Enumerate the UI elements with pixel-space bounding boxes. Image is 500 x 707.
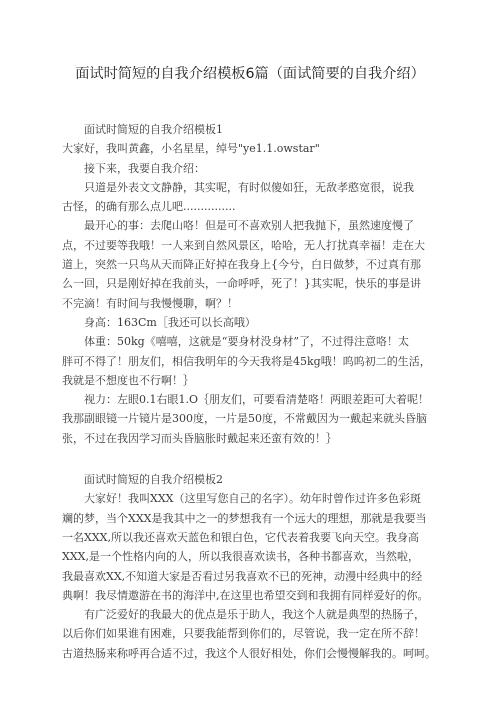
paragraph-line: XXX,是一个性格内向的人，所以我很喜欢读书，各种书都喜欢，当然啦， bbox=[62, 550, 419, 564]
paragraph-line: 视力：左眼0.1右眼1.O｛朋友们，可要看清楚咯！两眼差距可大着呢！ bbox=[84, 393, 430, 407]
paragraph-line: 点，不过要等我哦！一人来到自然风景区，哈哈，无人打扰真幸福！走在大 bbox=[62, 238, 425, 252]
section-heading: 面试时简短的自我介绍模板1 bbox=[84, 123, 223, 136]
paragraph-line: 胖可不得了！朋友们，相信我明年的今天我将是45kg哦！呜呜初二的生活， bbox=[62, 354, 431, 368]
paragraph-line: 典啊！我尽情遨游在书的海洋中,在这里也希望交到和我拥有同样爱好的你。 bbox=[62, 588, 429, 602]
paragraph-line: 身高：163Cm［我还可以长高哦） bbox=[84, 315, 256, 329]
paragraph-line: 体重：50kg《嘻嘻，这就是“要身材没身材”了，不过得注意咯！太 bbox=[84, 335, 409, 349]
paragraph-line: 古道热肠来称呼再合适不过，我这个人很好相处，你们会慢慢解我的。呵呵。 bbox=[62, 646, 436, 660]
section-gap bbox=[62, 448, 452, 470]
paragraph-line: 不完滴！有时间与我慢慢聊，啊？！ bbox=[62, 296, 238, 310]
paragraph-line: 接下来，我要自我介绍： bbox=[84, 161, 205, 175]
document-title: 面试时简短的自我介绍模板6篇（面试简要的自我介绍） bbox=[75, 66, 425, 82]
paragraph-line: 大家好，我叫黄鑫，小名星星，绰号"ye1.1.owstar" bbox=[62, 142, 320, 156]
paragraph-line: 一名XXX,所以我还喜欢天蓝色和银白色，它代表着我要飞向天空。我身高 bbox=[62, 530, 419, 544]
section-heading: 面试时简短的自我介绍模板2 bbox=[84, 473, 223, 487]
paragraph-line: 古怪，的确有那么点儿吧............... bbox=[62, 200, 236, 214]
paragraph-line: 么一回，只是刚好掉在我前头，一命呼呼，死了！}其实呢，快乐的事是讲 bbox=[62, 277, 421, 291]
paragraph-line: 道上，突然一只鸟从天而降正好掉在我身上{今兮，白日做梦，不过真有那 bbox=[62, 258, 421, 272]
paragraph-line: 斓的梦，当个XXX是我其中之一的梦想我有一个远大的理想，那就是我要当 bbox=[62, 511, 427, 525]
paragraph-line: 我就是不想度也不行啊！｝ bbox=[62, 373, 194, 387]
paragraph-line: 我那副眼镜一片镜片是300度，一片是50度，不常戴因为一戴起来就头昏脑 bbox=[62, 412, 427, 426]
paragraph-line: 以后你们如果谁有困难，只要我能帮到你们的，尽管说，我一定在所不辞！ bbox=[62, 627, 425, 641]
paragraph-line: 我最喜欢XX,不知道大家是否看过另我喜欢不已的死神，动漫中经典中的经 bbox=[62, 569, 423, 583]
document-body bbox=[62, 120, 452, 663]
paragraph-line: 大家好！我叫XXX（这里写您自己的名字）。幼年时曾作过许多色彩斑 bbox=[84, 492, 421, 506]
paragraph-line: 张，不过在我因学习而头昏脑胀时戴起来还蛮有效的！｝ bbox=[62, 431, 337, 445]
paragraph-line: 有广泛爱好的我最大的优点是乐于助人，我这个人就是典型的热肠子， bbox=[84, 608, 425, 622]
paragraph-line: 只道是外表文文静静，其实呢，有时似傻如狂，无敌孝憨宽很，说我 bbox=[84, 180, 414, 194]
paragraph-line: 最开心的事：去爬山咯！但是可不喜欢别人把我抛下，虽然速度慢了 bbox=[84, 219, 414, 233]
